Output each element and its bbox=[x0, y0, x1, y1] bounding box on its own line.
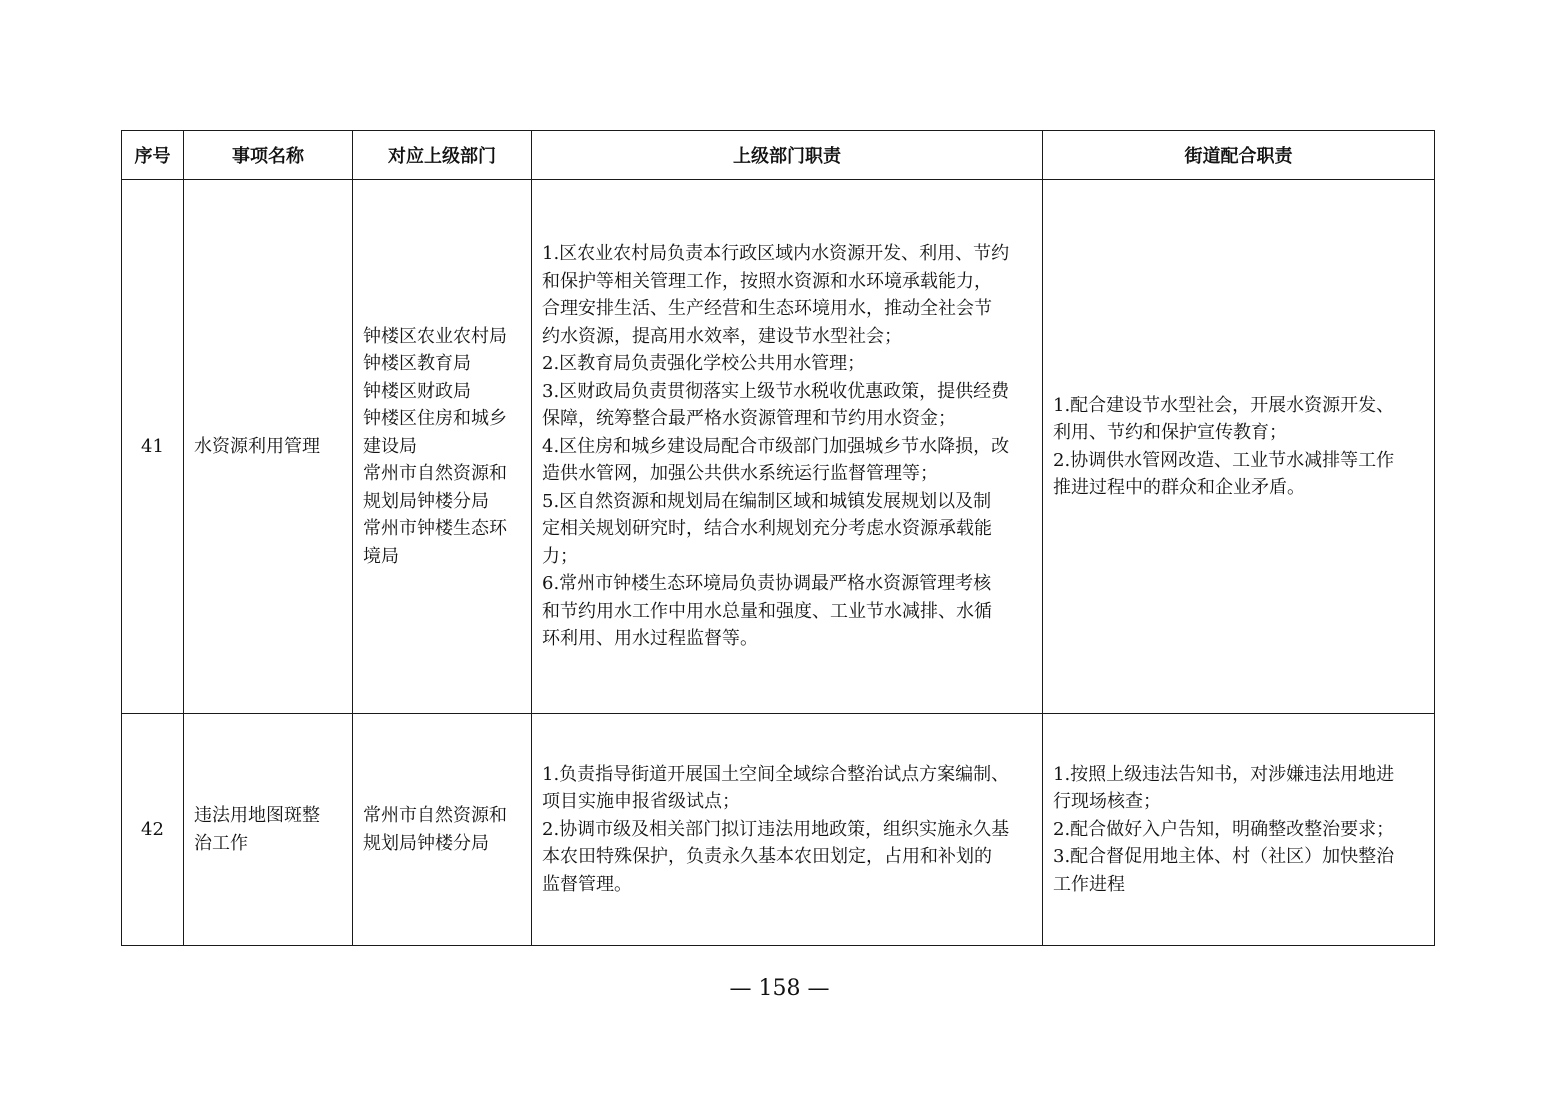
text-line: 常州市钟楼生态环 bbox=[363, 518, 507, 540]
text-line: 监督管理。 bbox=[542, 873, 632, 895]
text-line: 钟楼区农业农村局 bbox=[363, 325, 507, 347]
text-line: 3.区财政局负责贯彻落实上级节水税收优惠政策，提供经费 bbox=[542, 380, 1010, 402]
cell-street-duties bbox=[1043, 180, 1435, 714]
cell-number: 41 bbox=[122, 180, 184, 714]
table-body bbox=[122, 180, 1435, 946]
text-line: 境局 bbox=[363, 545, 399, 567]
text-line: 4.区住房和城乡建设局配合市级部门加强城乡节水降损，改 bbox=[542, 435, 1010, 457]
text-line: 规划局钟楼分局 bbox=[363, 490, 489, 512]
text-line: 定相关规划研究时，结合水利规划充分考虑水资源承载能 bbox=[542, 518, 992, 540]
text-line: 保障，统筹整合最严格水资源管理和节约用水资金； bbox=[542, 408, 956, 430]
text-line: 规划局钟楼分局 bbox=[363, 832, 489, 854]
text-line: 环利用、用水过程监督等。 bbox=[542, 628, 758, 650]
text-line: 1.配合建设节水型社会，开展水资源开发、 bbox=[1053, 394, 1395, 416]
text-line: 治工作 bbox=[194, 832, 248, 854]
text-line: 3.配合督促用地主体、村（社区）加快整治 bbox=[1053, 846, 1395, 868]
page-number: — 158 — bbox=[729, 976, 830, 1001]
text-line: 约水资源，提高用水效率，建设节水型社会； bbox=[542, 325, 902, 347]
cell-number: 42 bbox=[122, 714, 184, 946]
text-line: 1.负责指导街道开展国土空间全域综合整治试点方案编制、 bbox=[542, 763, 1010, 785]
text-line: 2.区教育局负责强化学校公共用水管理； bbox=[542, 353, 866, 375]
text-line: 行现场核查； bbox=[1053, 791, 1161, 813]
text-line: 推进过程中的群众和企业矛盾。 bbox=[1053, 477, 1305, 498]
cell-street-duties bbox=[1043, 714, 1435, 946]
text-line: 钟楼区财政局 bbox=[363, 380, 471, 402]
text-line: 常州市自然资源和 bbox=[363, 805, 507, 826]
text-line: 建设局 bbox=[363, 435, 417, 457]
text-line: 2.配合做好入户告知，明确整改整治要求； bbox=[1053, 818, 1395, 840]
text-line: 力； bbox=[542, 545, 578, 567]
cell-item-name bbox=[184, 180, 353, 714]
header-row bbox=[122, 131, 1435, 180]
text-line: 造供水管网，加强公共供水系统运行监督管理等； bbox=[542, 463, 938, 485]
cell-upper-duties bbox=[532, 180, 1043, 714]
cell-departments bbox=[353, 180, 532, 714]
text-line: 钟楼区住房和城乡 bbox=[363, 408, 507, 430]
header-upper-duties: 上级部门职责 bbox=[532, 131, 1043, 180]
text-line: 和保护等相关管理工作，按照水资源和水环境承载能力， bbox=[542, 270, 992, 292]
header-department: 对应上级部门 bbox=[353, 131, 532, 180]
text-line: 5.区自然资源和规划局在编制区域和城镇发展规划以及制 bbox=[542, 490, 992, 512]
text-line: 违法用地图斑整 bbox=[194, 805, 320, 826]
cell-upper-duties bbox=[532, 714, 1043, 946]
table-header bbox=[122, 131, 1435, 180]
text-line: 水资源利用管理 bbox=[194, 435, 320, 457]
header-number: 序号 bbox=[122, 131, 184, 180]
table-row bbox=[122, 180, 1435, 714]
text-line: 工作进程 bbox=[1053, 873, 1125, 895]
text-line: 6.常州市钟楼生态环境局负责协调最严格水资源管理考核 bbox=[542, 573, 992, 595]
text-line: 项目实施申报省级试点； bbox=[542, 791, 740, 813]
cell-departments bbox=[353, 714, 532, 946]
duty-table bbox=[121, 130, 1435, 946]
header-item-name: 事项名称 bbox=[184, 131, 353, 180]
cell-item-name bbox=[184, 714, 353, 946]
text-line: 钟楼区教育局 bbox=[363, 353, 471, 375]
text-line: 2.协调供水管网改造、工业节水减排等工作 bbox=[1053, 449, 1395, 471]
table-row bbox=[122, 714, 1435, 946]
text-line: 和节约用水工作中用水总量和强度、工业节水减排、水循 bbox=[542, 600, 992, 622]
text-line: 本农田特殊保护，负责永久基本农田划定，占用和补划的 bbox=[542, 846, 992, 868]
text-line: 利用、节约和保护宣传教育； bbox=[1053, 422, 1287, 443]
text-line: 合理安排生活、生产经营和生态环境用水，推动全社会节 bbox=[542, 298, 992, 320]
text-line: 1.按照上级违法告知书，对涉嫌违法用地进 bbox=[1053, 763, 1395, 785]
text-line: 常州市自然资源和 bbox=[363, 463, 507, 485]
text-line: 2.协调市级及相关部门拟订违法用地政策，组织实施永久基 bbox=[542, 818, 1010, 840]
header-street-duties: 街道配合职责 bbox=[1043, 131, 1435, 180]
text-line: 1.区农业农村局负责本行政区域内水资源开发、利用、节约 bbox=[542, 243, 1010, 265]
